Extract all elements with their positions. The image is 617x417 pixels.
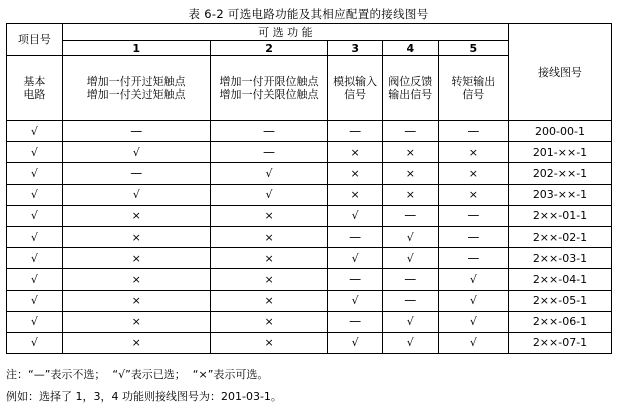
function-4-mark: × [382, 142, 438, 163]
function-3-mark: √ [328, 248, 383, 269]
wiring-code-cell: 2××-02-1 [509, 226, 612, 247]
table-row [7, 248, 612, 269]
wiring-code-cell: 2××-06-1 [509, 311, 612, 332]
function-1-mark: × [62, 248, 210, 269]
table-row [7, 290, 612, 311]
wiring-config-table [6, 23, 612, 354]
function-desc-text: 模拟输入 信号 [333, 75, 378, 101]
wiring-code-cell: 2××-04-1 [509, 269, 612, 290]
wiring-code-cell: 2××-07-1 [509, 332, 612, 353]
function-5-mark: √ [438, 332, 508, 353]
function-2-mark: — [210, 121, 328, 142]
function-5-mark: × [438, 142, 508, 163]
function-5-mark: × [438, 184, 508, 205]
function-number-5: 5 [438, 41, 508, 56]
basic-circuit-text: 基本 电路 [23, 75, 46, 101]
function-desc-4 [382, 56, 438, 121]
function-number-1: 1 [62, 41, 210, 56]
wiring-code-header: 接线图号 [509, 24, 612, 121]
function-desc-3 [328, 56, 383, 121]
function-desc-1 [62, 56, 210, 121]
function-1-mark: × [62, 226, 210, 247]
basic-circuit-mark: √ [7, 248, 63, 269]
function-1-mark: — [62, 121, 210, 142]
function-1-mark: × [62, 205, 210, 226]
function-5-mark: — [438, 121, 508, 142]
function-1-mark: × [62, 311, 210, 332]
function-4-mark: — [382, 121, 438, 142]
function-number-4: 4 [382, 41, 438, 56]
wiring-code-cell: 201-××-1 [509, 142, 612, 163]
basic-circuit-mark: √ [7, 269, 63, 290]
wiring-code-cell: 2××-05-1 [509, 290, 612, 311]
project-number-header: 项目号 [7, 24, 63, 56]
table-row [7, 142, 612, 163]
function-4-mark: × [382, 163, 438, 184]
wiring-code-cell: 200-00-1 [509, 121, 612, 142]
function-3-mark: × [328, 163, 383, 184]
basic-circuit-mark: √ [7, 121, 63, 142]
function-2-mark: × [210, 290, 328, 311]
optional-functions-header: 可 选 功 能 [62, 24, 508, 41]
function-3-mark: — [328, 226, 383, 247]
wiring-code-cell: 202-××-1 [509, 163, 612, 184]
function-4-mark: √ [382, 248, 438, 269]
function-3-mark: × [328, 184, 383, 205]
table-row [7, 332, 612, 353]
function-3-mark: — [328, 121, 383, 142]
basic-circuit-mark: √ [7, 226, 63, 247]
function-5-mark: × [438, 163, 508, 184]
function-4-mark: — [382, 269, 438, 290]
function-number-3: 3 [328, 41, 383, 56]
basic-circuit-mark: √ [7, 311, 63, 332]
function-3-mark: √ [328, 332, 383, 353]
function-3-mark: — [328, 269, 383, 290]
function-desc-5 [438, 56, 508, 121]
function-desc-2 [210, 56, 328, 121]
function-4-mark: × [382, 184, 438, 205]
basic-circuit-mark: √ [7, 332, 63, 353]
function-1-mark: × [62, 332, 210, 353]
function-2-mark: × [210, 248, 328, 269]
function-3-mark: × [328, 142, 383, 163]
function-4-mark: √ [382, 226, 438, 247]
function-1-mark: × [62, 269, 210, 290]
wiring-code-cell: 2××-03-1 [509, 248, 612, 269]
basic-circuit-mark: √ [7, 290, 63, 311]
function-2-mark: × [210, 226, 328, 247]
basic-circuit-label [7, 56, 63, 121]
function-5-mark: √ [438, 311, 508, 332]
function-2-mark: — [210, 142, 328, 163]
function-4-mark: √ [382, 311, 438, 332]
wiring-code-cell: 203-××-1 [509, 184, 612, 205]
function-4-mark: √ [382, 332, 438, 353]
function-2-mark: √ [210, 163, 328, 184]
function-desc-text: 阀位反馈 输出信号 [388, 75, 433, 101]
table-row [7, 269, 612, 290]
function-2-mark: × [210, 311, 328, 332]
function-3-mark: √ [328, 205, 383, 226]
function-2-mark: × [210, 269, 328, 290]
function-number-2: 2 [210, 41, 328, 56]
basic-circuit-mark: √ [7, 184, 63, 205]
function-2-mark: × [210, 332, 328, 353]
basic-circuit-mark: √ [7, 142, 63, 163]
basic-circuit-mark: √ [7, 205, 63, 226]
basic-circuit-mark: √ [7, 163, 63, 184]
function-5-mark: — [438, 248, 508, 269]
function-desc-text: 增加一付开限位触点 增加一付关限位触点 [219, 75, 319, 101]
function-5-mark: — [438, 226, 508, 247]
table-row [7, 311, 612, 332]
function-5-mark: — [438, 205, 508, 226]
table-row [7, 163, 612, 184]
function-2-mark: √ [210, 184, 328, 205]
table-row [7, 205, 612, 226]
function-desc-text: 增加一付开过矩触点 增加一付关过矩触点 [86, 75, 186, 101]
function-4-mark: — [382, 205, 438, 226]
function-5-mark: √ [438, 290, 508, 311]
function-1-mark: × [62, 290, 210, 311]
table-row [7, 121, 612, 142]
function-desc-text: 转矩输出 信号 [451, 75, 496, 101]
table-title: 表 6-2 可选电路功能及其相应配置的接线图号 [188, 7, 429, 21]
table-row [7, 184, 612, 205]
function-4-mark: — [382, 290, 438, 311]
function-3-mark: √ [328, 290, 383, 311]
table-row [7, 226, 612, 247]
function-5-mark: √ [438, 269, 508, 290]
function-2-mark: × [210, 205, 328, 226]
function-1-mark: √ [62, 184, 210, 205]
wiring-code-cell: 2××-01-1 [509, 205, 612, 226]
note-example: 例如：选择了 1，3，4 功能则接线图号为：201-03-1。 [6, 390, 282, 403]
function-1-mark: √ [62, 142, 210, 163]
function-1-mark: — [62, 163, 210, 184]
note-legend: 注：“—”表示不选； “√”表示已选； “×”表示可选。 [6, 368, 269, 381]
function-3-mark: — [328, 311, 383, 332]
